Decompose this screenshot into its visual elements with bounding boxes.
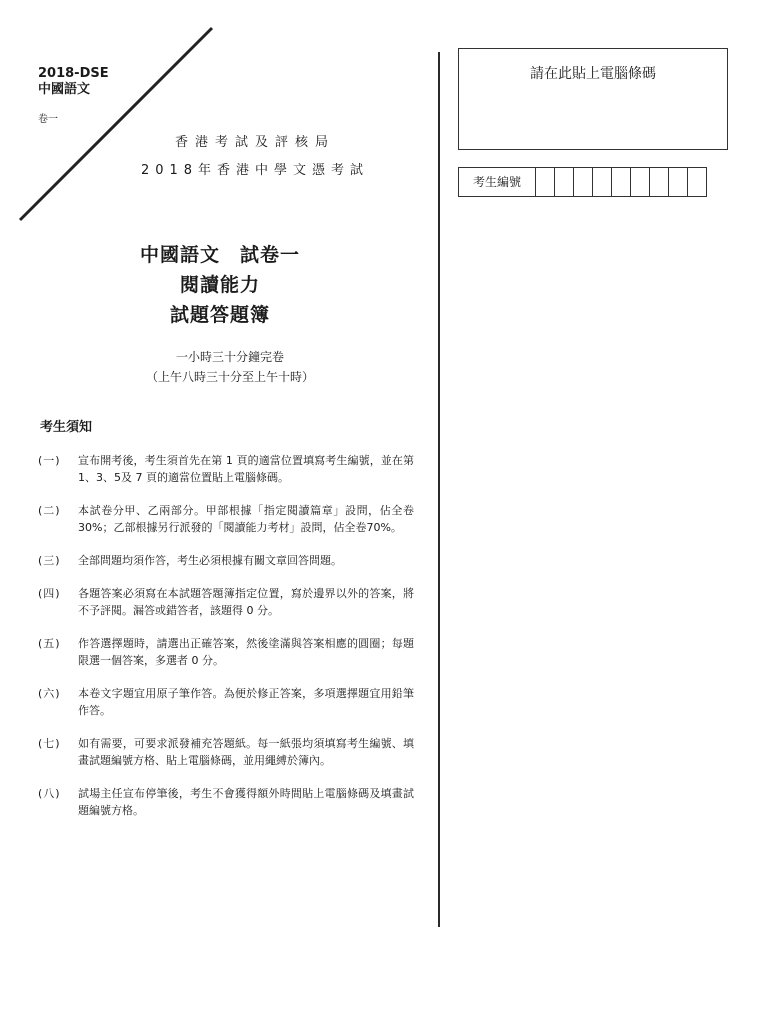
column-divider xyxy=(438,52,440,927)
instruction-item: (七) 如有需要，可要求派發補充答題紙。每一紙張均須填寫考生編號、填畫試題編號方格、貼上電腦條碼，並用繩縛於簿內。 xyxy=(38,737,414,767)
exam-code: 2018-DSE xyxy=(38,66,109,81)
duration: 一小時三十分鐘完卷 xyxy=(175,350,284,364)
candidate-number-cell[interactable] xyxy=(669,168,688,196)
candidate-number-cell[interactable] xyxy=(536,168,555,196)
candidate-number-label: 考生編號 xyxy=(459,168,536,196)
candidate-number-cell[interactable] xyxy=(574,168,593,196)
instruction-item: (六) 本卷文字題宜用原子筆作答。為便於修正答案，多項選擇題宜用鉛筆作答。 xyxy=(38,687,414,717)
diagonal-rule xyxy=(0,0,230,230)
exam-name: 2018年香港中學文憑考試 xyxy=(140,163,370,178)
notice-title: 考生須知 xyxy=(40,420,93,435)
instruction-item: (二) 本試卷分甲、乙兩部分。甲部根據「指定閱讀篇章」設問，佔全卷30%；乙部根據另行派發的「閱讀能力考材」設問，佔全卷70%。 xyxy=(38,504,414,534)
barcode-area[interactable] xyxy=(458,48,728,150)
instruction-item: (五) 作答選擇題時，請選出正確答案，然後塗滿與答案相應的圓圈；每題限選一個答案，多選者 0 分。 xyxy=(38,637,414,667)
paper-title-line-3: 試題答題簿 xyxy=(169,304,270,326)
authority-name: 香港考試及評核局 xyxy=(174,135,335,150)
paper-title-line-1: 中國語文 試卷一 xyxy=(139,244,300,266)
time-range: （上午八時三十分至上午十時） xyxy=(145,370,314,384)
instructions-list xyxy=(38,452,414,835)
candidate-number-field[interactable] xyxy=(458,167,707,197)
candidate-number-cell[interactable] xyxy=(650,168,669,196)
candidate-number-cell[interactable] xyxy=(612,168,631,196)
candidate-number-cell[interactable] xyxy=(631,168,650,196)
candidate-number-cell[interactable] xyxy=(555,168,574,196)
subject-name: 中國語文 xyxy=(38,82,91,97)
barcode-label: 請在此貼上電腦條碼 xyxy=(530,66,656,82)
instruction-item: (四) 各題答案必須寫在本試題答題簿指定位置，寫於邊界以外的答案，將不予評閱。漏答或錯答者，該題得 0 分。 xyxy=(38,587,414,617)
instruction-item: (一) 宣布開考後，考生須首先在第 1 頁的適當位置填寫考生編號，並在第1、3、5及 7 頁的適當位置貼上電腦條碼。 xyxy=(38,454,414,484)
candidate-number-cell[interactable] xyxy=(688,168,706,196)
instruction-item: (三) 全部問題均須作答，考生必須根據有關文章回答問題。 xyxy=(38,554,342,567)
candidate-number-cell[interactable] xyxy=(593,168,612,196)
instruction-item: (八) 試場主任宣布停筆後，考生不會獲得額外時間貼上電腦條碼及填畫試題編號方格。 xyxy=(38,787,414,817)
paper-label: 卷一 xyxy=(38,114,58,125)
paper-title-line-2: 閱讀能力 xyxy=(179,274,260,296)
